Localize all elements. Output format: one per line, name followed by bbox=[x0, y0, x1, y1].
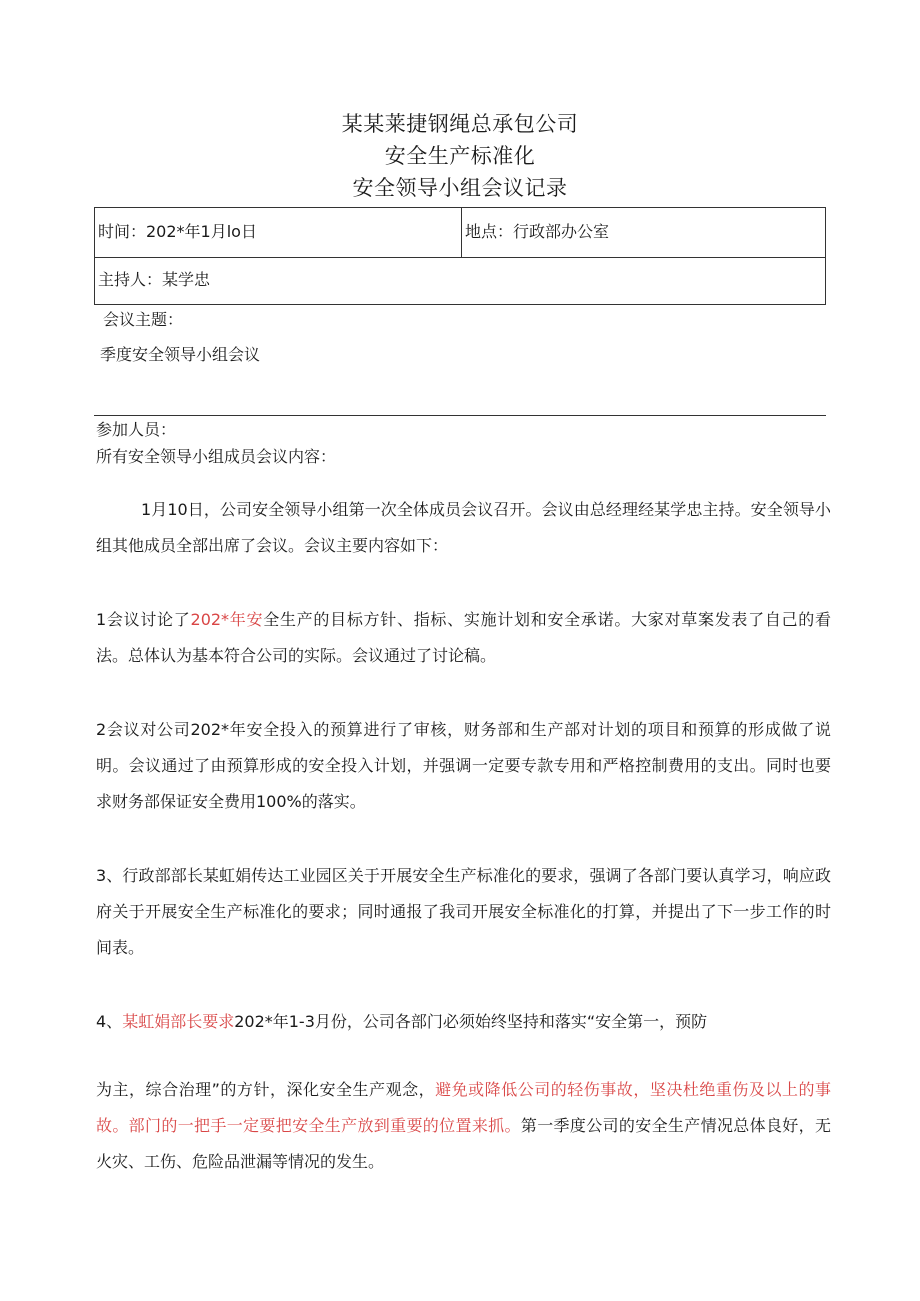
paragraph-item-3: 3、行政部部长某虹娟传达工业园区关于开展安全生产标准化的要求，强调了各部门要认真学习，响应政府关于开展安全生产标准化的要求；同时通报了我司开展安全标准化的打算，并提出了下一步工作的时间表。 bbox=[96, 866, 831, 957]
paragraph-item-4-continued bbox=[96, 1072, 831, 1180]
paragraph-text: 第一季度公司的安全生产情况总体良好，无火灾、工伤、危险品泄漏等情况的发生。 bbox=[96, 1116, 831, 1171]
meeting-time: 时间：202*年1月lo日 bbox=[98, 222, 257, 241]
highlight-text: 避免或降低公司的轻伤事故，坚决杜绝重伤及以上的事故。部门的一把手一定要把安全生产放到重要的位置来抓。 bbox=[96, 1080, 831, 1135]
highlight-text: 202*年安 bbox=[190, 610, 264, 629]
paragraph-item-1 bbox=[96, 602, 831, 674]
meeting-host: 主持人：某学忠 bbox=[98, 270, 211, 289]
location-cell bbox=[462, 208, 825, 257]
table-row bbox=[95, 258, 825, 304]
title-subject: 安全生产标准化 bbox=[384, 144, 536, 168]
paragraph-text: 202*年1-3月份，公司各部门必须始终坚持和落实“安全第一，预防 bbox=[234, 1012, 708, 1031]
paragraph-intro: 1月10日，公司安全领导小组第一次全体成员会议召开。会议由总经理经某学忠主持。安全领导小组其他成员全部出席了会议。会议主要内容如下： bbox=[96, 500, 831, 555]
meeting-info-table bbox=[94, 207, 826, 305]
paragraph-item-4 bbox=[96, 1004, 831, 1040]
title-record: 安全领导小组会议记录 bbox=[352, 176, 568, 200]
paragraph-text: 4、 bbox=[96, 1012, 123, 1031]
participants-label: 参加人员： bbox=[96, 420, 177, 439]
time-cell bbox=[95, 208, 462, 257]
paragraph-text: 为主，综合治理”的方针，深化安全生产观念， bbox=[96, 1080, 436, 1099]
topic-value: 季度安全领导小组会议 bbox=[100, 345, 261, 364]
paragraph-text: 1会议讨论了 bbox=[96, 610, 191, 629]
topic-label: 会议主题： bbox=[103, 310, 184, 329]
paragraph-item-2: 2会议对公司202*年安全投入的预算进行了审核，财务部和生产部对计划的项目和预算的形成做了说明。会议通过了由预算形成的安全投入计划，并强调一定要专款专用和严格控制费用的支出。同时也要求财务部保证安全费用100%的落实。 bbox=[96, 720, 831, 811]
divider bbox=[94, 415, 826, 416]
document-title bbox=[0, 108, 920, 204]
highlight-text: 某虹娟部长要求 bbox=[122, 1012, 235, 1031]
title-company: 某某莱捷钢绳总承包公司 bbox=[341, 112, 579, 136]
meeting-location: 地点：行政部办公室 bbox=[465, 222, 610, 241]
content-label: 所有安全领导小组成员会议内容： bbox=[96, 447, 337, 466]
paragraph-text: 全生产的目标方针、指标、实施计划和安全承诺。大家对草案发表了自己的看法。总体认为基本符合公司的实际。会议通过了讨论稿。 bbox=[96, 610, 831, 665]
table-row bbox=[95, 208, 825, 258]
